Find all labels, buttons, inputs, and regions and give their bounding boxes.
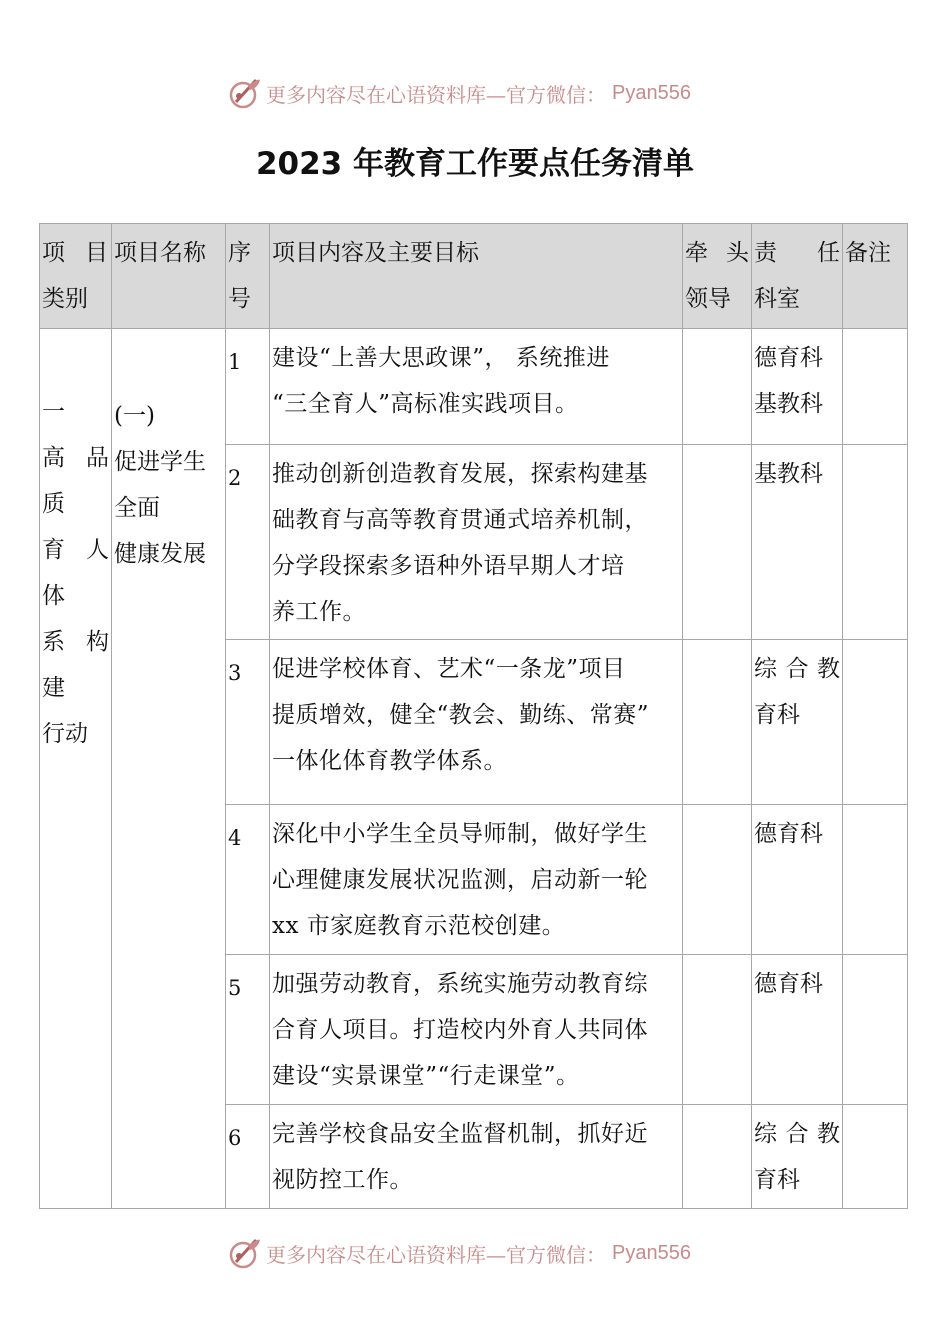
seq-cell: 6 — [226, 1105, 270, 1209]
category-line: 系构建 — [42, 629, 109, 701]
remark-cell — [843, 805, 908, 955]
content-line: 合育人项目。打造校内外育人共同体 — [272, 1017, 648, 1043]
header-watermark — [0, 73, 950, 113]
project-name-line: 健康发展 — [114, 541, 206, 567]
content-line: 养工作。 — [272, 599, 366, 625]
header-remark: 备注 — [843, 224, 908, 329]
header-leader: 牵头 领导 — [683, 224, 752, 329]
leader-cell — [683, 1105, 752, 1209]
content-line: 建设“上善大思政课”， 系统推进 — [272, 345, 610, 371]
office-cell — [752, 445, 843, 640]
quill-logo-icon — [228, 1236, 262, 1270]
content-line: 提质增效，健全“教会、勤练、常赛” — [272, 702, 650, 728]
office-line: 基教科 — [754, 391, 823, 417]
content-line: 一体化体育教学体系。 — [272, 748, 507, 774]
content-cell — [270, 640, 683, 805]
project-name-line: 促进学生全面 — [114, 449, 206, 521]
leader-cell — [683, 329, 752, 445]
remark-cell — [843, 445, 908, 640]
office-cell — [752, 955, 843, 1105]
category-line: 高品质 — [42, 445, 109, 517]
content-cell — [270, 805, 683, 955]
project-name-cell — [112, 329, 226, 1209]
table-row — [40, 329, 908, 445]
leader-cell — [683, 445, 752, 640]
task-table — [39, 223, 908, 1209]
content-line: 础教育与高等教育贯通式培养机制， — [272, 507, 648, 533]
content-line: 推动创新创造教育发展，探索构建基 — [272, 461, 648, 487]
office-cell — [752, 640, 843, 805]
category-line: 育人体 — [42, 537, 109, 609]
content-line: 心理健康发展状况监测，启动新一轮 — [272, 867, 648, 893]
office-line: 育科 — [754, 1167, 800, 1193]
watermark-text: 更多内容尽在心语资料库—官方微信： — [266, 1242, 606, 1267]
content-cell — [270, 445, 683, 640]
content-line: 深化中小学生全员导师制，做好学生 — [272, 821, 648, 847]
header-office: 责任 科室 — [752, 224, 843, 329]
content-line: 视防控工作。 — [272, 1167, 413, 1193]
category-line: 一 — [42, 399, 65, 425]
office-cell — [752, 805, 843, 955]
content-cell — [270, 955, 683, 1105]
category-cell — [40, 329, 112, 1209]
watermark-wechat-id: Pyan556 — [612, 1241, 691, 1264]
remark-cell — [843, 640, 908, 805]
leader-cell — [683, 955, 752, 1105]
office-line: 基教科 — [754, 461, 823, 487]
content-line: 分学段探索多语种外语早期人才培 — [272, 553, 625, 579]
content-line: 完善学校食品安全监督机制，抓好近 — [272, 1121, 648, 1147]
seq-cell: 3 — [226, 640, 270, 805]
content-line: xx 市家庭教育示范校创建。 — [272, 913, 566, 939]
leader-cell — [683, 805, 752, 955]
office-line: 综合教 — [754, 656, 840, 682]
seq-cell: 4 — [226, 805, 270, 955]
office-cell — [752, 1105, 843, 1209]
office-line: 德育科 — [754, 821, 823, 847]
office-line: 育科 — [754, 702, 800, 728]
office-line: 德育科 — [754, 971, 823, 997]
header-seq: 序 号 — [226, 224, 270, 329]
remark-cell — [843, 955, 908, 1105]
remark-cell — [843, 1105, 908, 1209]
content-line: 建设“实景课堂”“行走课堂”。 — [272, 1063, 580, 1089]
content-cell — [270, 329, 683, 445]
quill-logo-icon — [228, 76, 262, 110]
leader-cell — [683, 640, 752, 805]
watermark-wechat-id: Pyan556 — [612, 81, 691, 104]
content-line: 促进学校体育、艺术“一条龙”项目 — [272, 656, 626, 682]
remark-cell — [843, 329, 908, 445]
seq-cell: 5 — [226, 955, 270, 1105]
document-title: 2023 年教育工作要点任务清单 — [255, 146, 695, 182]
office-line: 德育科 — [754, 345, 823, 371]
office-cell — [752, 329, 843, 445]
content-line: “三全育人”高标准实践项目。 — [272, 391, 579, 417]
header-name: 项目名称 — [112, 224, 226, 329]
office-line: 综合教 — [754, 1121, 840, 1147]
header-content: 项目内容及主要目标 — [270, 224, 683, 329]
watermark-text: 更多内容尽在心语资料库—官方微信： — [266, 82, 606, 107]
category-line: 行动 — [42, 721, 88, 747]
seq-cell: 1 — [226, 329, 270, 445]
header-category: 项目 类别 — [40, 224, 112, 329]
footer-watermark — [0, 1233, 950, 1273]
seq-cell: 2 — [226, 445, 270, 640]
table-header-row — [40, 224, 908, 329]
content-line: 加强劳动教育，系统实施劳动教育综 — [272, 971, 648, 997]
project-name-line: (一) — [114, 403, 155, 429]
content-cell — [270, 1105, 683, 1209]
